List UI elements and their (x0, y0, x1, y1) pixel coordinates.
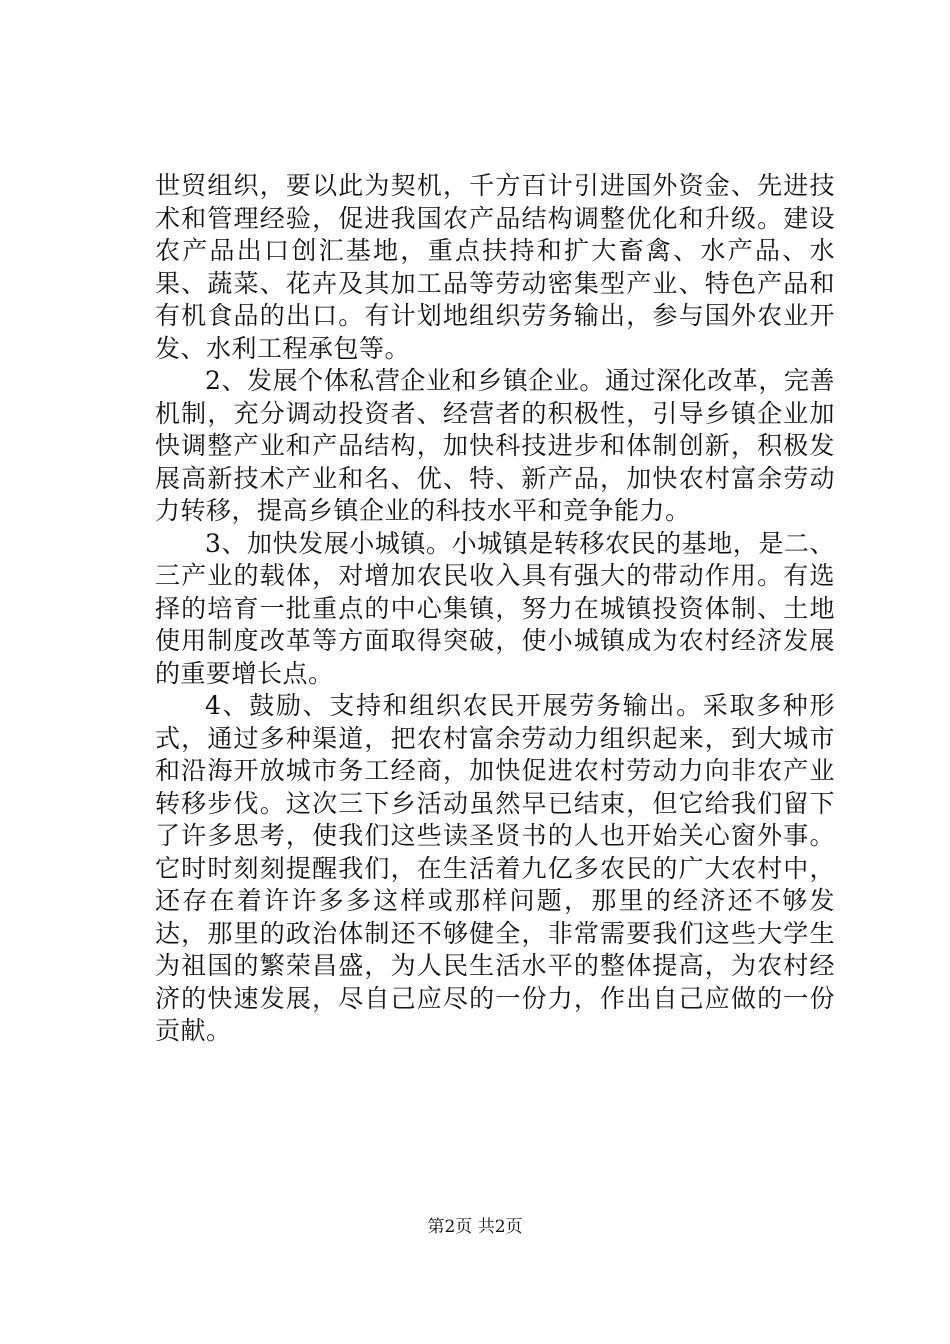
paragraph-3: 3、加快发展小城镇。小城镇是转移农民的基地，是二、三产业的载体，对增加农民收入具有强大的带动作用。有选择的培育一批重点的中心集镇，努力在城镇投资体制、土地使用制度改革等方面取得突破，使小城镇成为农村经济发展的重要增长点。 (155, 528, 835, 688)
paragraph-1: 世贸组织，要以此为契机，千方百计引进国外资金、先进技术和管理经验，促进我国农产品结构调整优化和升级。建设农产品出口创汇基地，重点扶持和扩大畜禽、水产品、水果、蔬菜、花卉及其加工品等劳动密集型产业、特色产品和有机食品的出口。有计划地组织劳务输出，参与国外农业开发、水利工程承包等。 (155, 171, 835, 363)
page-footer: 第2页 共2页 (427, 1217, 523, 1237)
paragraph-4: 4、鼓励、支持和组织农民开展劳务输出。采取多种形式，通过多种渠道，把农村富余劳动力组织起来，到大城市和沿海开放城市务工经商，加快促进农村劳动力向非农产业转移步伐。这次三下乡活动虽然早已结束，但它给我们留下了许多思考，使我们这些读圣贤书的人也开始关心窗外事。它时时刻刻提醒我们，在生活着九亿多农民的广大农村中，还存在着许许多多这样或那样问题，那里的经济还不够发达，那里的政治体制还不够健全，非常需要我们这些大学生为祖国的繁荣昌盛，为人民生活水平的整体提高，为农村经济的快速发展，尽自己应尽的一份力，作出自己应做的一份贡献。 (155, 691, 835, 1045)
paragraph-2: 2、发展个体私营企业和乡镇企业。通过深化改革，完善机制，充分调动投资者、经营者的积极性，引导乡镇企业加快调整产业和产品结构，加快科技进步和体制创新，积极发展高新技术产业和名、优、特、新产品，加快农村富余劳动力转移，提高乡镇企业的科技水平和竞争能力。 (155, 366, 835, 525)
document-body (155, 170, 835, 1048)
